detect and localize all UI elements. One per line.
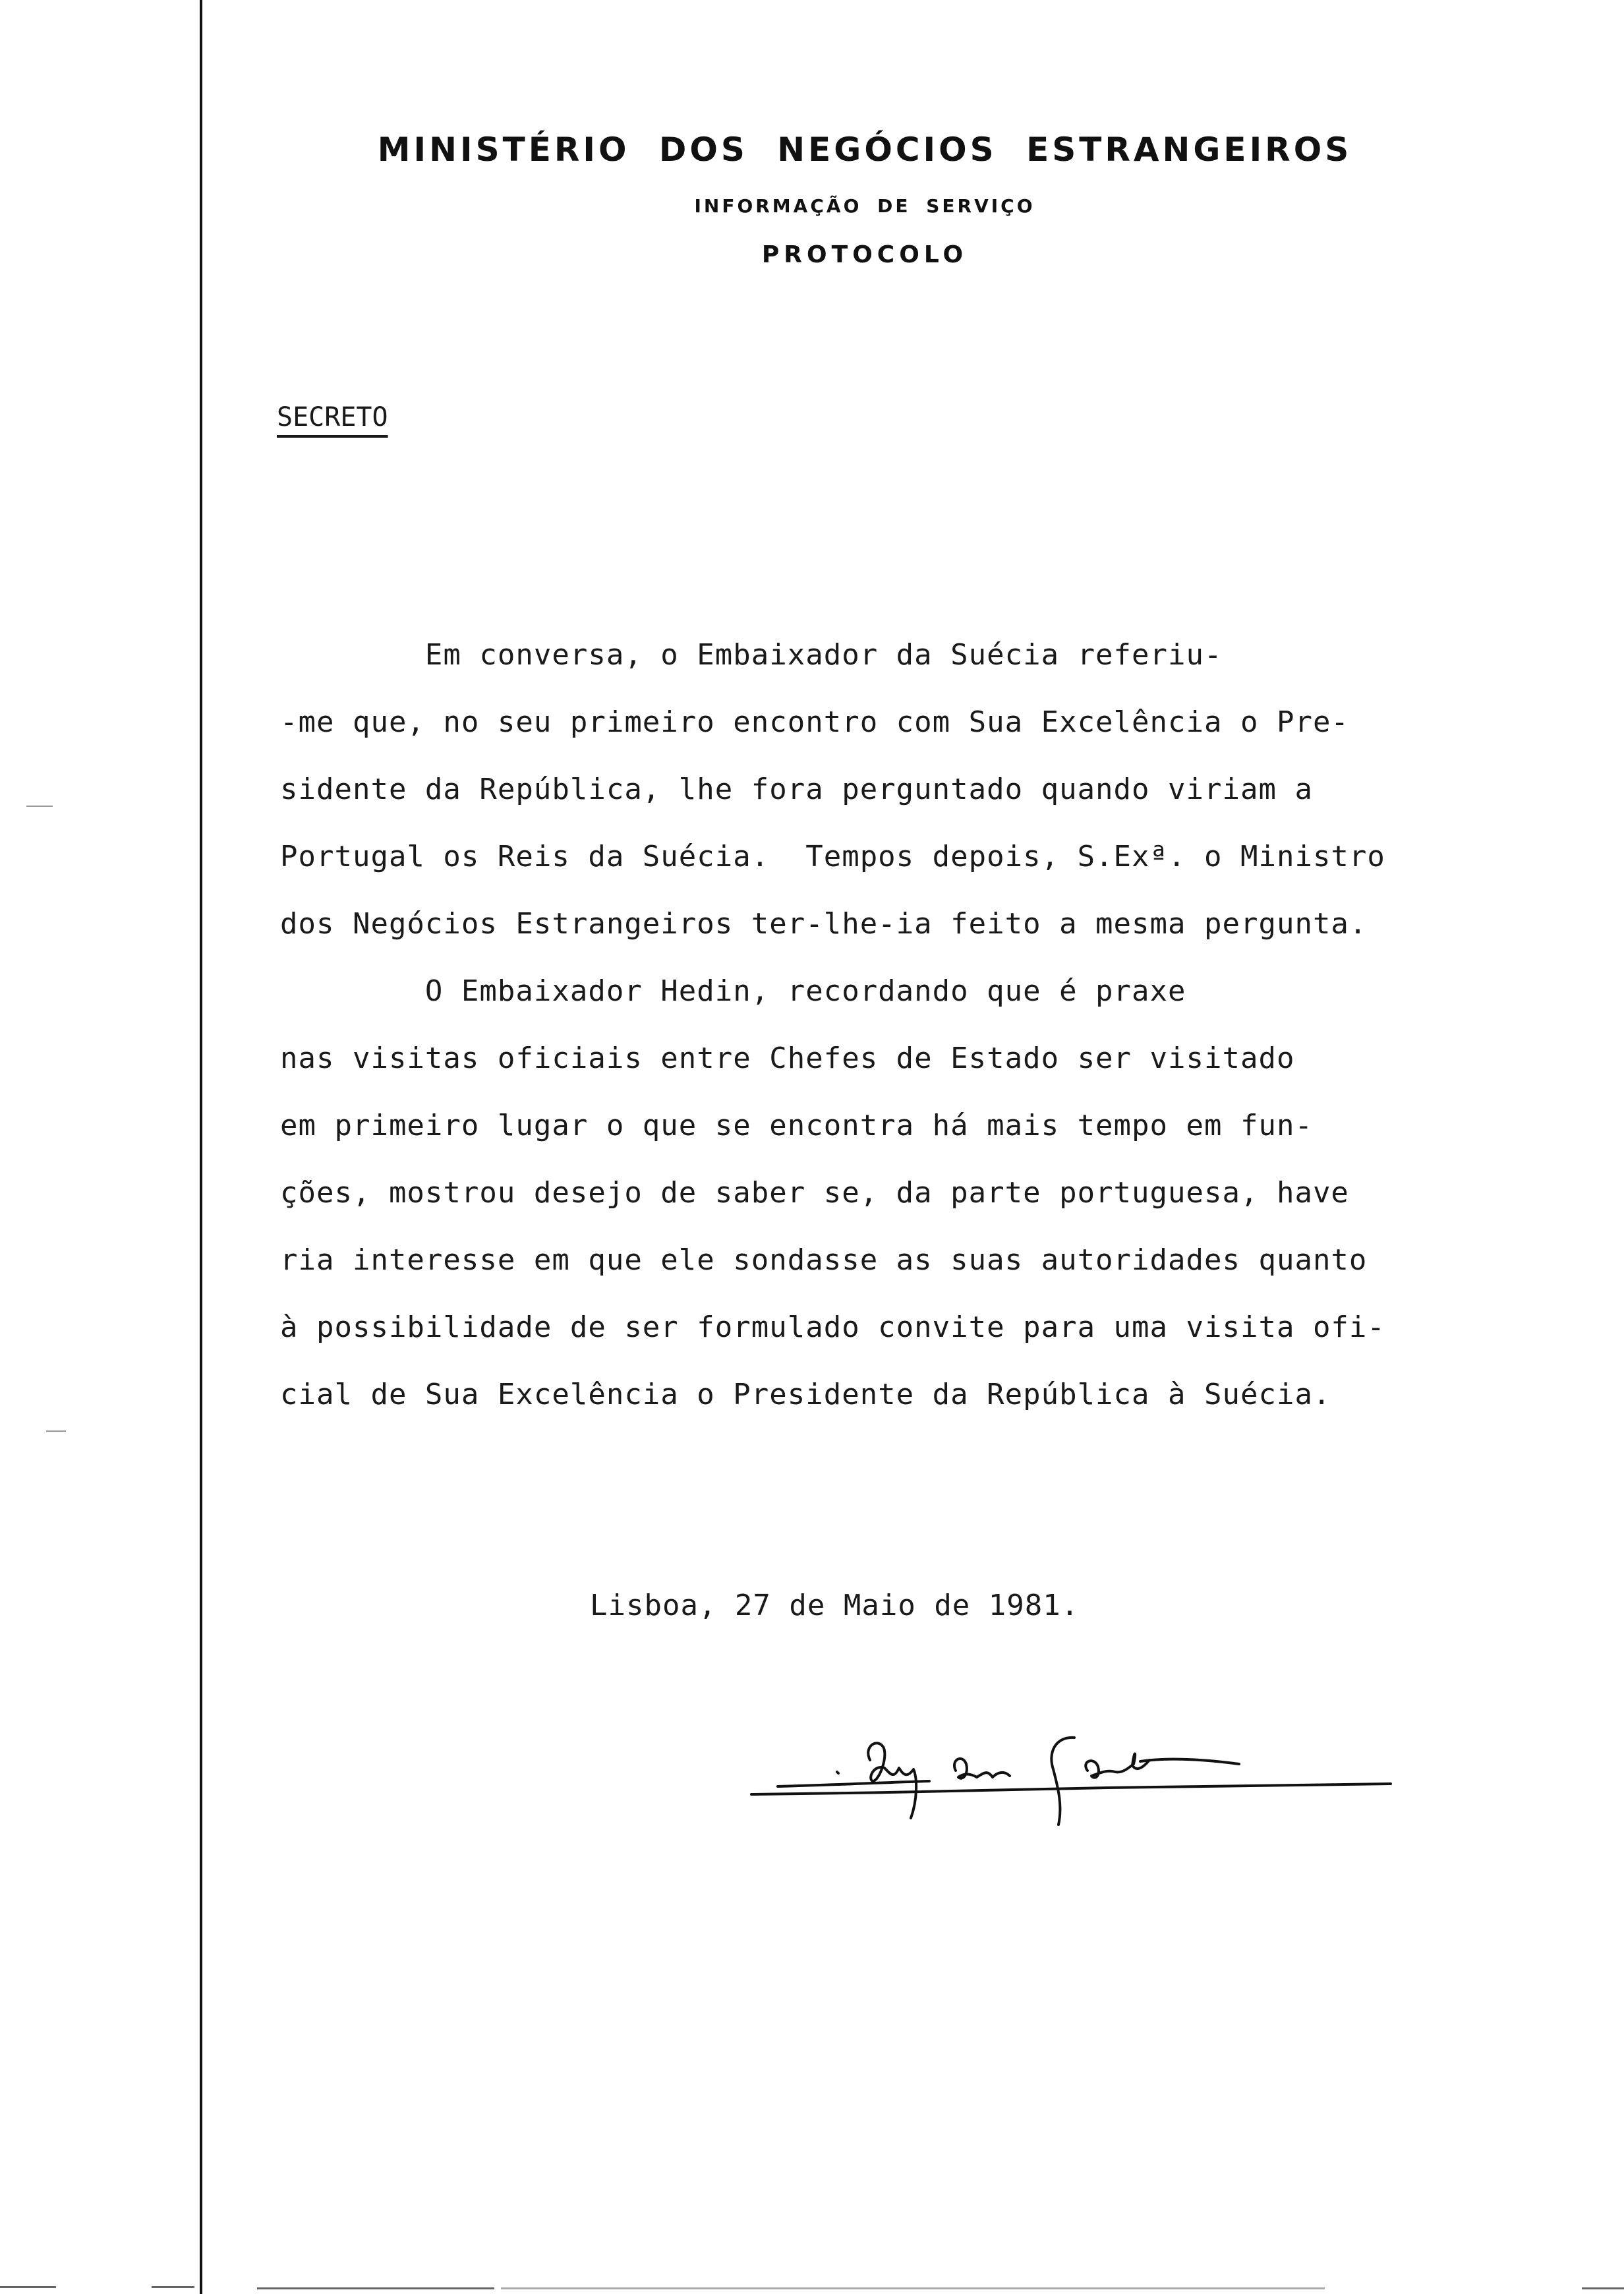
body-line: em primeiro lugar o que se encontra há mais tempo em fun- <box>280 1109 1313 1142</box>
body-line: cial de Sua Excelência o Presidente da República à Suécia. <box>280 1378 1331 1411</box>
handwritten-signature-graphic <box>738 1707 1410 1839</box>
scan-line <box>257 2287 494 2289</box>
place-date: Lisboa, 27 de Maio de 1981. <box>590 1589 1080 1622</box>
scan-line <box>0 2286 56 2288</box>
body-line: ções, mostrou desejo de saber se, da parte portuguesa, have <box>280 1176 1349 1210</box>
body-line: sidente da República, lhe fora perguntado quando viriam a <box>280 773 1313 806</box>
body-line: Portugal os Reis da Suécia. Tempos depois, S.Exª. o Ministro <box>280 840 1385 873</box>
ministry-heading: MINISTÉRIO DOS NEGÓCIOS ESTRANGEIROS <box>377 131 1352 169</box>
page-edge <box>200 0 202 2294</box>
scan-line <box>501 2287 1325 2289</box>
body-line: nas visitas oficiais entre Chefes de Estado ser visitado <box>280 1042 1295 1075</box>
scan-speck <box>26 806 53 807</box>
body-line: -me que, no seu primeiro encontro com Sua Excelência o Pre- <box>280 705 1349 739</box>
body-line: ria interesse em que ele sondasse as suas autoridades quanto <box>280 1243 1368 1277</box>
scan-line <box>1582 2287 1624 2289</box>
service-subheading: INFORMAÇÃO DE SERVIÇO <box>694 195 1035 217</box>
signature <box>738 1707 1410 1839</box>
body-line: O Embaixador Hedin, recordando que é praxe <box>280 974 1186 1008</box>
classification-mark: SECRETO <box>277 402 388 432</box>
department-heading: PROTOCOLO <box>761 241 968 268</box>
scan-speck <box>46 1430 66 1432</box>
body-line: à possibilidade de ser formulado convite para uma visita ofi- <box>280 1310 1385 1344</box>
body-line: dos Negócios Estrangeiros ter-lhe-ia feito a mesma pergunta. <box>280 907 1368 941</box>
scan-line <box>152 2286 194 2288</box>
body-line: Em conversa, o Embaixador da Suécia referiu- <box>280 638 1223 672</box>
